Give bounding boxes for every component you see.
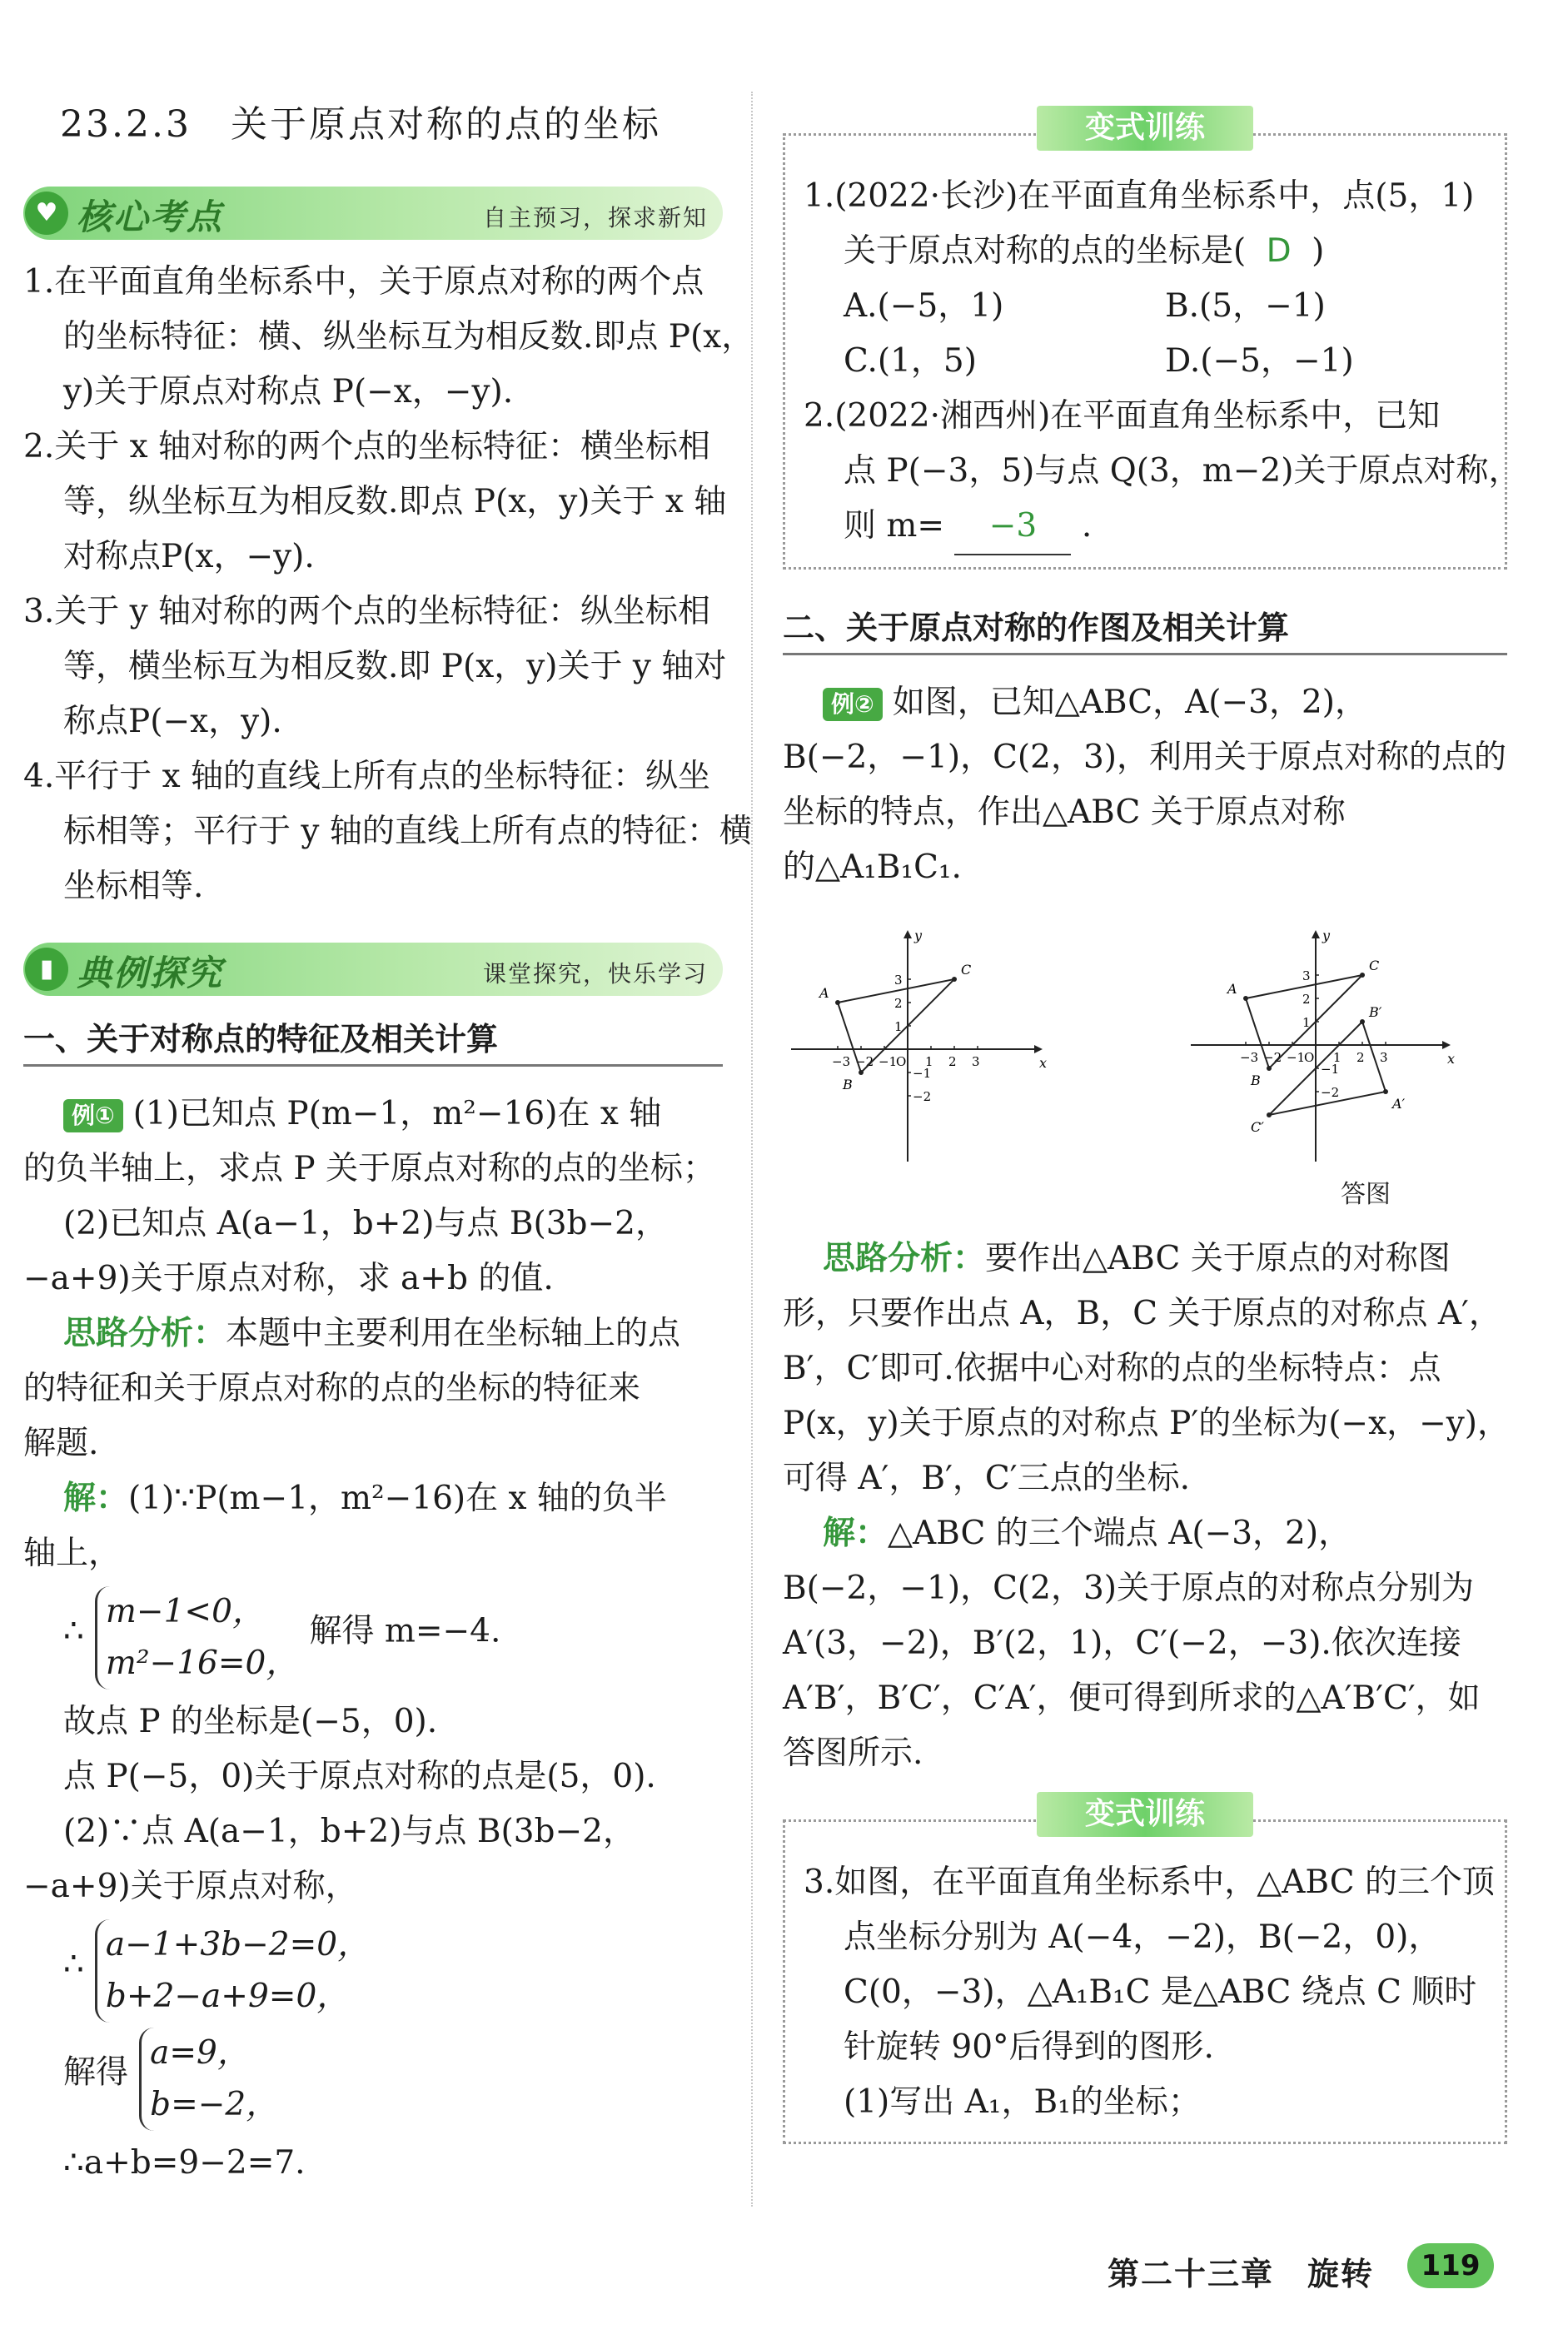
figures-row — [783, 920, 1507, 1170]
analysis2-line: 可得 A′，B′，C′三点的坐标. — [783, 1460, 1191, 1497]
core-line: 3.关于 y 轴对称的两个点的坐标特征：纵坐标相 — [23, 593, 711, 630]
point-marker — [1383, 1089, 1388, 1094]
x-tick-label: −1 — [879, 1054, 898, 1069]
final-answer: ∴a+b=9−2=7. — [63, 2144, 306, 2182]
analysis2-line — [783, 1232, 1507, 1286]
example2-line: 坐标的特点，作出△ABC 关于原点对称 — [783, 794, 1346, 831]
y-tick-label: 3 — [894, 973, 903, 988]
solution-label: 解： — [63, 1480, 129, 1517]
practice-box-1 — [783, 111, 1521, 570]
equation-row: b=−2， — [150, 2086, 279, 2123]
practice-q2c — [804, 499, 1486, 555]
options-row — [804, 279, 1486, 334]
x-tick-label: −3 — [832, 1054, 851, 1069]
equation-row: m−1<0， — [105, 1593, 265, 1630]
x-axis-arrow — [1442, 1041, 1451, 1049]
core-title: 核心考点 — [77, 197, 224, 237]
y-tick-label: −1 — [1321, 1062, 1340, 1077]
core-line: 称点P(−x，y). — [63, 703, 282, 740]
y-tick-label: 2 — [1302, 992, 1311, 1007]
example1-q1b: 的负半轴上，求点 P 关于原点对称的点的坐标； — [23, 1150, 716, 1187]
solution-line: −a+9)关于原点对称， — [23, 1868, 358, 1905]
solution-text: (1)∵P(m−1，m²−16)在 x 轴的负半 — [128, 1480, 667, 1517]
section-title: 23.2.3 关于原点对称的点的坐标 — [60, 103, 661, 146]
example-tag: 例① — [63, 1099, 123, 1132]
core-subtitle: 自主预习，探求新知 — [482, 204, 708, 231]
therefore-symbol: ∴ — [63, 1612, 84, 1650]
x-tick-label: 2 — [948, 1054, 957, 1069]
point-label: C′ — [1251, 1119, 1264, 1135]
y-tick-label: −1 — [913, 1066, 932, 1081]
practice2-line: 针旋转 90°后得到的图形. — [844, 2028, 1214, 2066]
core-line: 2.关于 x 轴对称的两个点的坐标特征：横坐标相 — [23, 428, 710, 465]
y-axis-label: y — [1322, 928, 1331, 943]
point-label: A — [1227, 981, 1237, 997]
x-tick-label: O — [896, 1054, 907, 1069]
core-line: 标相等；平行于 y 轴的直线上所有点的特征：横 — [63, 813, 752, 850]
q1-answer: D — [1266, 232, 1292, 270]
y-tick-label: 2 — [894, 996, 903, 1011]
footer-chapter: 第二十三章 旋转 — [1108, 2256, 1375, 2292]
core-line: y)关于原点对称点 P(−x，−y). — [63, 373, 514, 411]
y-tick-label: 1 — [894, 1019, 903, 1034]
equation-row: b+2−a+9=0， — [105, 1978, 350, 2015]
q2-answer-blank: −3 — [954, 499, 1071, 555]
x-tick-label: 3 — [1380, 1050, 1388, 1065]
solution-line — [23, 1471, 723, 1526]
q1-close: ) — [1312, 232, 1325, 270]
practice2-line: 点坐标分别为 A(−4，−2)，B(−2，0)， — [844, 1918, 1441, 1956]
point-marker — [952, 977, 957, 982]
solution-line-b: 轴上， — [23, 1535, 122, 1572]
x-axis-label: x — [1039, 1055, 1048, 1071]
core-line: 1.在平面直角坐标系中，关于原点对称的两个点 — [23, 263, 704, 301]
equation-system — [139, 2028, 278, 2131]
x-tick-label: 3 — [972, 1054, 980, 1069]
y-axis-arrow — [1312, 930, 1320, 938]
y-tick-label: 3 — [1302, 968, 1311, 983]
analysis-label: 思路分析： — [823, 1240, 986, 1277]
option-d: D.(−5，−1) — [1165, 342, 1354, 380]
q2-end: . — [1081, 507, 1093, 545]
practice2-line: C(0，−3)，△A₁B₁C 是△ABC 绕点 C 顺时 — [844, 1973, 1477, 2011]
solution-line: (2)∵点 A(a−1，b+2)与点 B(3b−2， — [63, 1813, 635, 1850]
core-line: 4.平行于 x 轴的直线上所有点的坐标特征：纵坐 — [23, 758, 710, 795]
x-tick-label: 1 — [1333, 1050, 1342, 1065]
analysis2-line: P(x，y)关于原点的对称点 P′的坐标为(−x，−y)， — [783, 1405, 1511, 1442]
example1-q2b: −a+9)关于原点对称，求 a+b 的值. — [23, 1260, 554, 1297]
core-line: 等，纵坐标互为相反数.即点 P(x，y)关于 x 轴 — [63, 483, 727, 520]
example2-line: B(−2，−1)，C(2，3)，利用关于原点对称的点的 — [783, 739, 1506, 776]
equation-row: a=9， — [150, 2034, 250, 2072]
point-label: A — [819, 985, 829, 1001]
equation-row: a−1+3b−2=0， — [105, 1926, 371, 1963]
practice-q1: 1.(2022·长沙)在平面直角坐标系中，点(5，1) — [804, 177, 1475, 215]
system-2 — [23, 1919, 723, 2023]
y-tick-label: −2 — [1321, 1085, 1340, 1100]
x-tick-label: O — [1304, 1050, 1315, 1065]
figure-caption: 答图 — [1341, 1180, 1391, 1209]
point-label: C — [961, 962, 972, 978]
point-marker — [1243, 996, 1248, 1001]
y-axis-arrow — [903, 930, 912, 938]
option-c: C.(1，5) — [844, 342, 977, 380]
solution2-line: B(−2，−1)，C(2，3)关于原点的对称点分别为 — [783, 1570, 1474, 1607]
examples-band — [23, 943, 723, 996]
x-tick-label: 2 — [1356, 1050, 1365, 1065]
part2-heading: 二、关于原点对称的作图及相关计算 — [783, 603, 1507, 655]
equation-system — [95, 1919, 370, 2023]
examples-subtitle: 课堂探究，快乐学习 — [482, 960, 708, 988]
point-label: B′ — [1369, 1004, 1382, 1020]
solution-label: 解： — [823, 1515, 889, 1552]
coordinate-figure-answer — [1182, 920, 1457, 1170]
y-tick-label: −2 — [913, 1089, 932, 1104]
practice-box-2 — [783, 1797, 1507, 2144]
practice-q2: 2.(2022·湘西州)在平面直角坐标系中，已知 — [804, 397, 1441, 435]
analysis-line-b: 的特征和关于原点对称的点的坐标的特征来 — [23, 1370, 641, 1407]
practice2-line: (1)写出 A₁，B₁的坐标； — [844, 2083, 1201, 2121]
examples-title: 典例探究 — [77, 953, 224, 993]
point-label: A′ — [1392, 1096, 1406, 1112]
left-column — [23, 92, 754, 2191]
point-marker — [835, 1000, 840, 1005]
heart-icon: ♥ — [25, 192, 68, 235]
solution2-line: 答图所示. — [783, 1734, 923, 1772]
analysis2-line: 形，只要作出点 A，B，C 关于原点的对称点 A′， — [783, 1295, 1501, 1332]
option-b: B.(5，−1) — [1165, 287, 1326, 325]
x-tick-label: 1 — [925, 1054, 933, 1069]
q1-stem: 关于原点对称的点的坐标是( — [844, 232, 1247, 270]
core-band — [23, 187, 723, 240]
q2-stem: 则 m= — [844, 507, 945, 545]
example-tag: 例② — [823, 688, 883, 721]
core-content — [23, 255, 754, 914]
chart-icon: ▮ — [25, 948, 68, 991]
solution2-text: △ABC 的三个端点 A(−3，2)， — [888, 1515, 1351, 1552]
core-line: 对称点P(x，−y). — [63, 538, 315, 575]
options-row — [804, 334, 1486, 389]
solution-line: 点 P(−5，0)关于原点对称的点是(5，0). — [63, 1758, 656, 1795]
system-1 — [23, 1586, 723, 1690]
example2-text: 如图，已知△ABC，A(−3，2)， — [892, 684, 1367, 721]
column-divider — [751, 92, 753, 2207]
practice-header: 变式训练 — [1037, 1792, 1253, 1837]
x-tick-label: −1 — [1287, 1050, 1306, 1065]
point-label: C — [1369, 958, 1380, 973]
core-line: 坐标相等. — [63, 868, 204, 905]
analysis-line-c: 解题. — [23, 1425, 99, 1462]
therefore-symbol: ∴ — [63, 1945, 84, 1983]
practice-q2b: 点 P(−3，5)与点 Q(3，m−2)关于原点对称， — [844, 452, 1521, 490]
system-3 — [23, 2028, 723, 2131]
system-result: 解得 m=−4. — [309, 1612, 501, 1650]
example1-q2: (2)已知点 A(a−1，b+2)与点 B(3b−2， — [63, 1205, 668, 1242]
equation-system — [95, 1586, 298, 1690]
q1-text: (1)已知点 P(m−1，m²−16)在 x 轴 — [132, 1095, 662, 1132]
point-marker — [1360, 973, 1365, 978]
x-axis-label: x — [1447, 1051, 1456, 1067]
solve-label: 解得 — [63, 2053, 129, 2092]
example2-line — [783, 675, 1507, 730]
solution-line: 故点 P 的坐标是(−5，0). — [63, 1703, 438, 1740]
x-tick-label: −3 — [1240, 1050, 1259, 1065]
point-marker — [1360, 1019, 1365, 1024]
part1-heading: 一、关于对称点的特征及相关计算 — [23, 1014, 723, 1067]
solution2-line: A′B′，B′C′，C′A′，便可得到所求的△A′B′C′，如 — [783, 1680, 1481, 1717]
right-column — [783, 92, 1521, 2177]
core-line: 等，横坐标互为相反数.即 P(x，y)关于 y 轴对 — [63, 648, 727, 685]
solution2-line: A′(3，−2)，B′(2，1)，C′(−2，−3).依次连接 — [783, 1625, 1461, 1662]
practice-header: 变式训练 — [1037, 106, 1253, 151]
analysis-label: 思路分析： — [63, 1315, 226, 1352]
y-axis-label: y — [914, 928, 923, 943]
practice-q1b — [804, 224, 1486, 279]
analysis2-text: 要作出△ABC 关于原点的对称图 — [985, 1240, 1451, 1277]
point-marker — [1267, 1112, 1272, 1117]
point-label: B — [1251, 1072, 1261, 1088]
equation-row: m²−16=0， — [105, 1645, 299, 1682]
example2-line: 的△A₁B₁C₁. — [783, 849, 962, 886]
point-label: B — [843, 1077, 853, 1092]
option-a: A.(−5，1) — [844, 287, 1004, 325]
y-tick-label: 1 — [1302, 1015, 1311, 1030]
practice2-line: 3.如图，在平面直角坐标系中，△ABC 的三个顶 — [804, 1864, 1495, 1901]
analysis-text: 本题中主要利用在坐标轴上的点 — [226, 1315, 681, 1352]
example1-q1 — [23, 1087, 723, 1142]
core-line: 的坐标特征：横、纵坐标互为相反数.即点 P(x， — [63, 318, 754, 356]
analysis-line — [23, 1306, 723, 1361]
analysis2-line: B′，C′即可.依据中心对称的点的坐标特点：点 — [783, 1350, 1441, 1387]
page-number: 119 — [1407, 2243, 1494, 2288]
point-marker — [859, 1070, 864, 1075]
coordinate-figure-question — [783, 920, 1049, 1170]
x-tick-label: −2 — [855, 1054, 874, 1069]
x-axis-arrow — [1034, 1045, 1043, 1053]
solution2-line — [783, 1506, 1507, 1561]
point-marker — [1267, 1066, 1272, 1071]
x-tick-label: −2 — [1263, 1050, 1282, 1065]
